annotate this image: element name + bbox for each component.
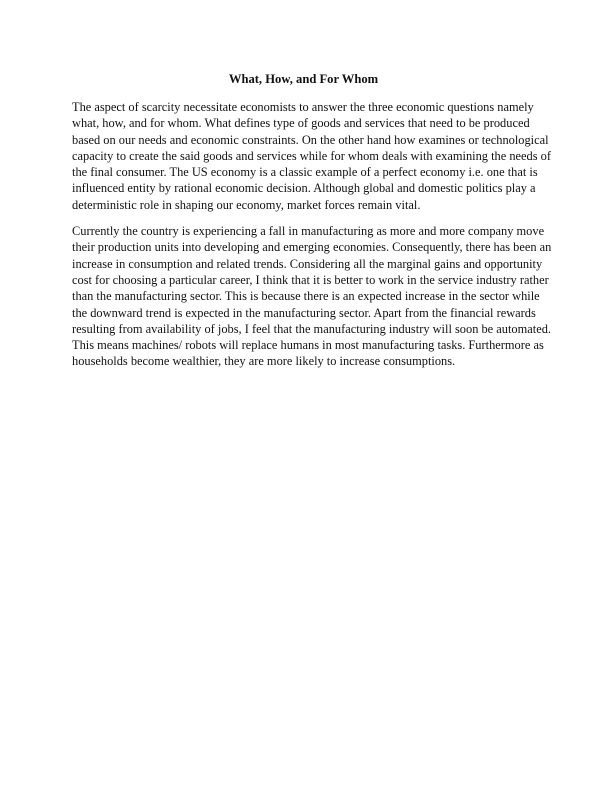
paragraph-line: the downward trend is expected in the manufacturing sector. Apart from the financial rewards bbox=[72, 305, 536, 320]
paragraph-line: resulting from availability of jobs, I feel that the manufacturing industry will soon be automated. bbox=[72, 321, 551, 336]
paragraph-line: based on our needs and economic constraints. On the other hand how examines or technological bbox=[72, 132, 549, 147]
paragraph-line: influenced entity by rational economic decision. Although global and domestic politics play a bbox=[72, 181, 536, 196]
paragraph-line: increase in consumption and related trends. Considering all the marginal gains and opportunity bbox=[72, 256, 543, 271]
paragraph-1 bbox=[72, 99, 551, 213]
paragraph-line: their production units into developing and emerging economies. Consequently, there has been an bbox=[72, 240, 552, 255]
paragraph-line: Currently the country is experiencing a fall in manufacturing as more and more company move bbox=[72, 224, 545, 239]
paragraph-line: the final consumer. The US economy is a classic example of a perfect economy i.e. one that is bbox=[72, 165, 538, 180]
paragraph-line: households become wealthier, they are more likely to increase consumptions. bbox=[72, 354, 456, 369]
paragraph-line: capacity to create the said goods and services while for whom deals with examining the needs of bbox=[72, 148, 551, 163]
paragraph-line: This means machines/ robots will replace humans in most manufacturing tasks. Furthermore as bbox=[72, 338, 544, 353]
document-page bbox=[72, 72, 552, 380]
paragraph-line: cost for choosing a particular career, I think that it is better to work in the service industry rather bbox=[72, 272, 549, 287]
document-title: What, How, and For Whom bbox=[228, 72, 379, 86]
paragraph-line: deterministic role in shaping our economy, market forces remain vital. bbox=[72, 197, 421, 212]
paragraph-line: than the manufacturing sector. This is because there is an expected increase in the sector while bbox=[72, 289, 540, 304]
paragraph-line: what, how, and for whom. What defines type of goods and services that need to be produced bbox=[72, 116, 530, 131]
paragraph-line: The aspect of scarcity necessitate economists to answer the three economic questions namely bbox=[72, 100, 534, 114]
paragraph-2 bbox=[72, 223, 552, 370]
